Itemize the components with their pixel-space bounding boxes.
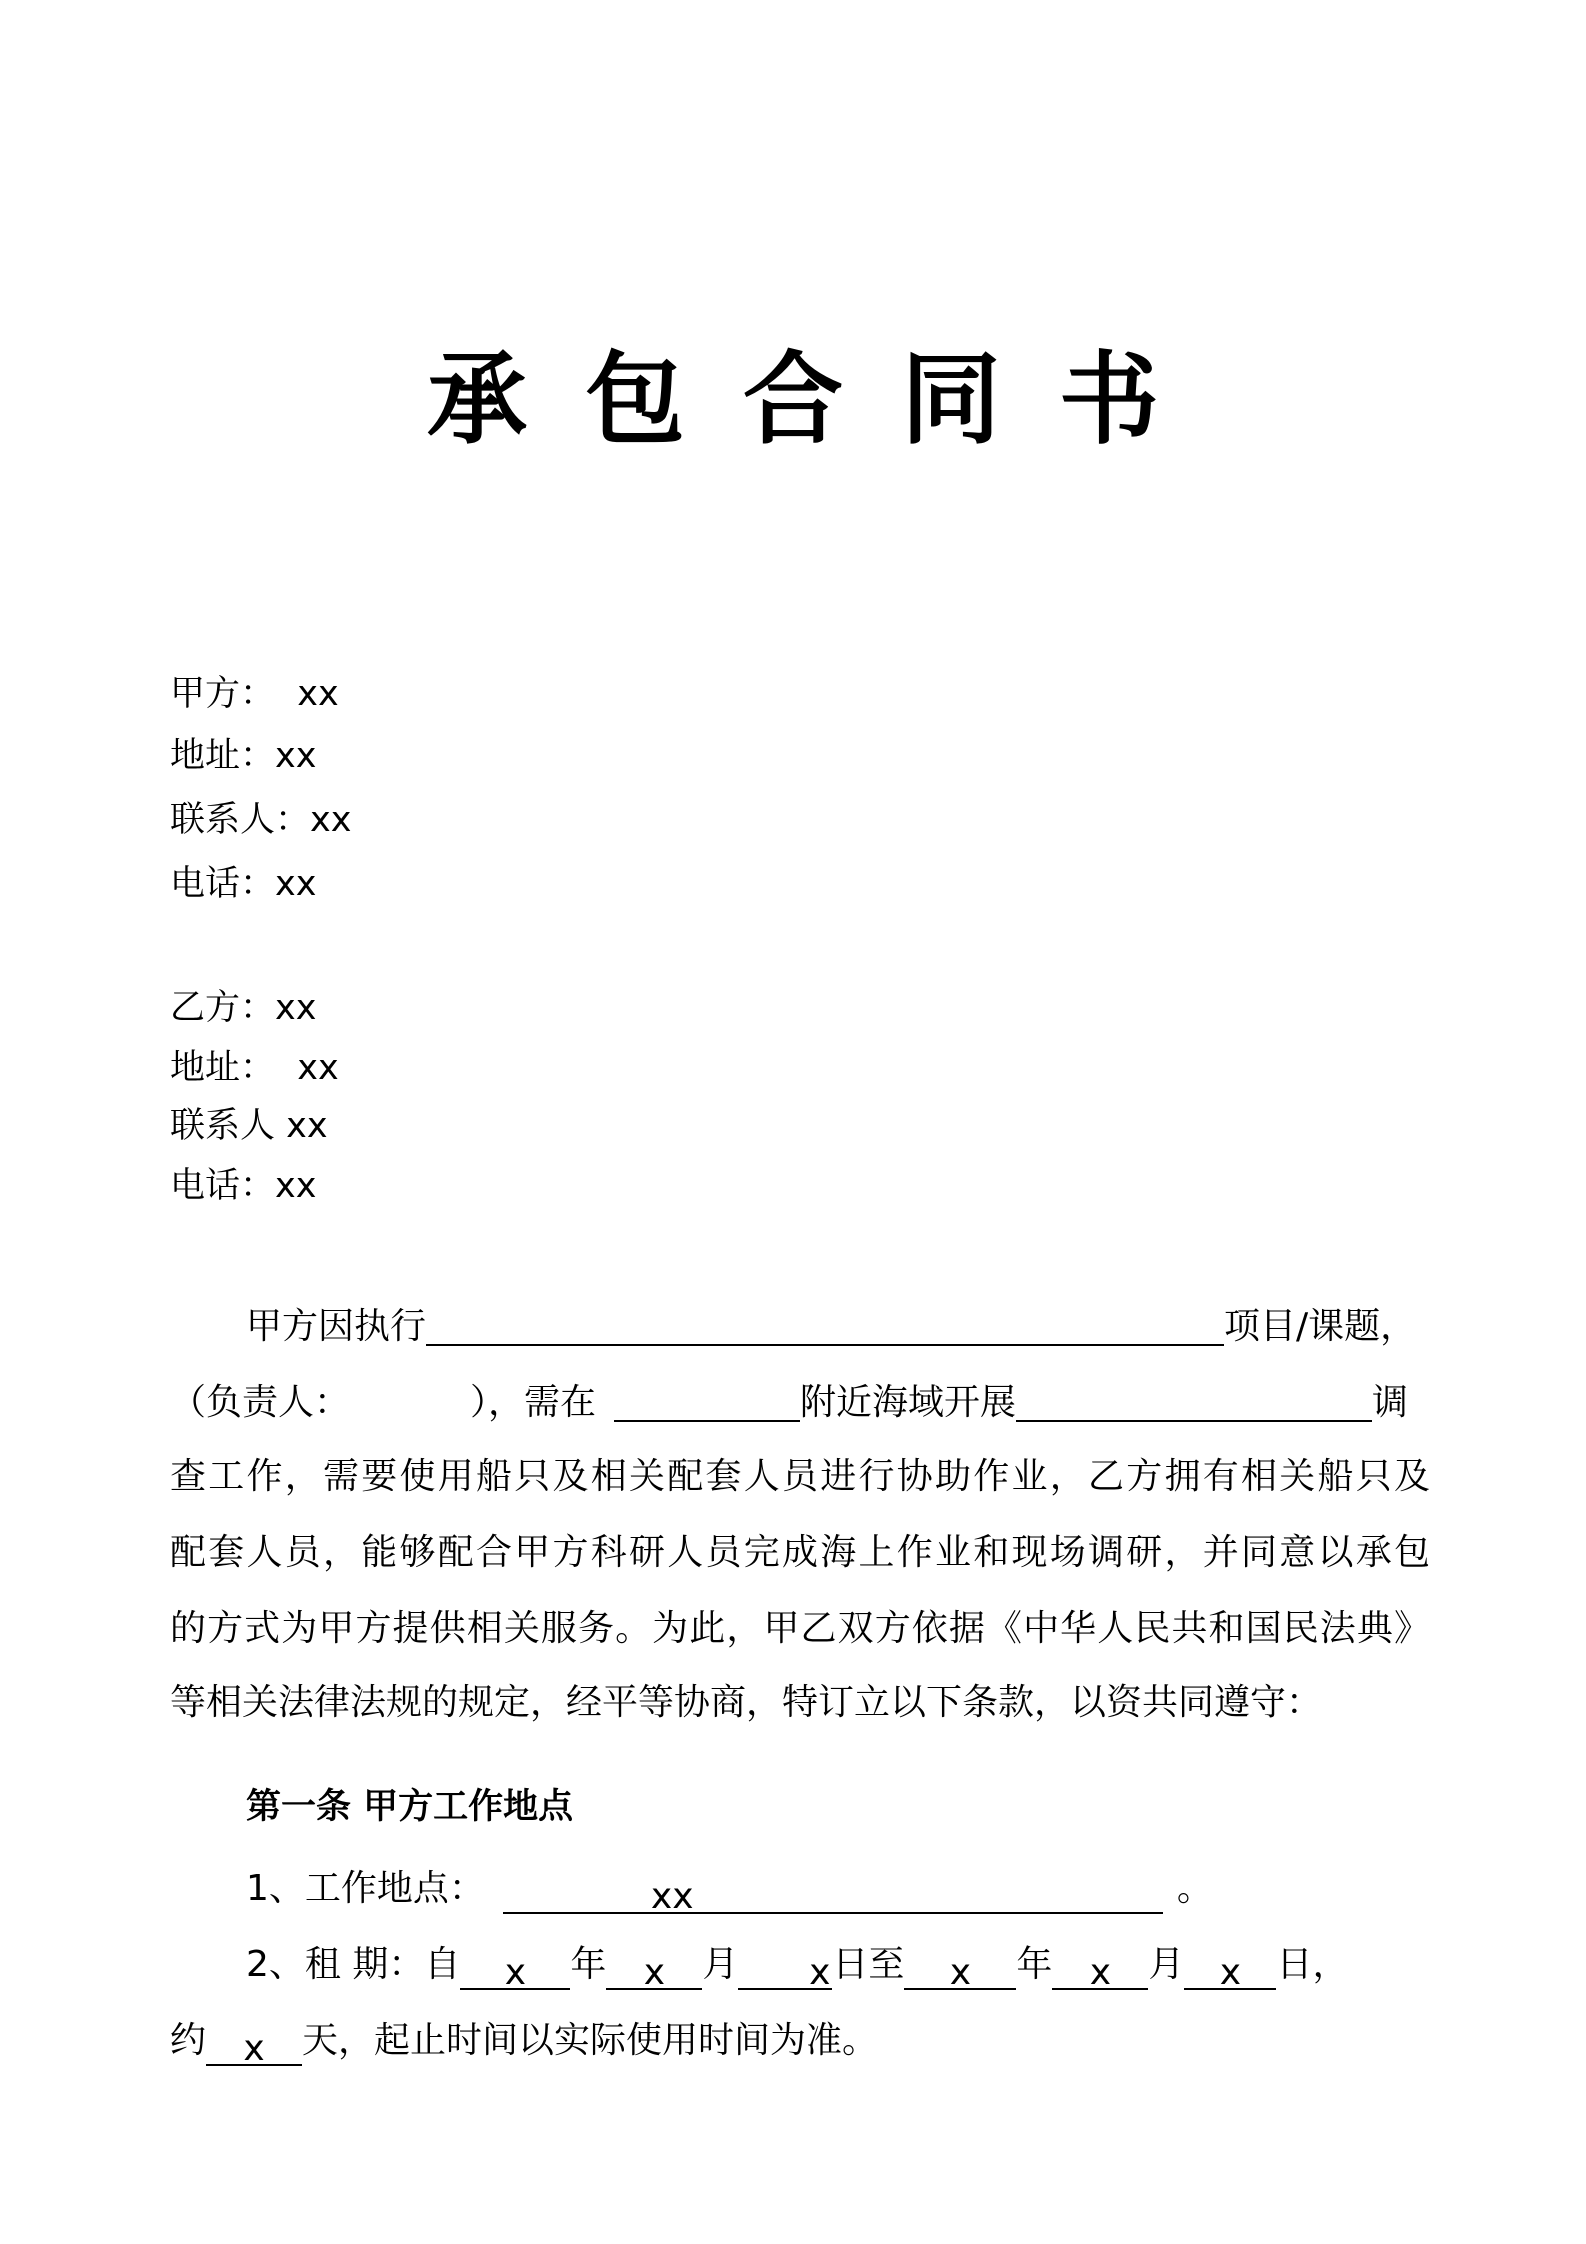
days-blank: x: [206, 2026, 302, 2066]
month-label: 月: [1148, 1944, 1185, 1985]
preamble-text: （负责人：: [170, 1382, 351, 1423]
preamble-text: 附近海域开展: [800, 1382, 1017, 1423]
start-day-blank: x: [738, 1950, 832, 1990]
work-location-line: [246, 1866, 1506, 1917]
start-month-blank: x: [606, 1950, 702, 1990]
end-day-blank: x: [1184, 1950, 1276, 1990]
month-label: 月: [702, 1944, 739, 1985]
preamble-line-6: 等相关法律法规的规定，经平等协商，特订立以下条款，以资共同遵守：: [170, 1682, 1323, 1723]
to-label: 日至: [832, 1944, 905, 1985]
preamble-text: 甲方因执行: [246, 1306, 427, 1347]
preamble-line-1: [170, 1304, 1430, 1350]
project-name-blank: [426, 1306, 1224, 1346]
party-b-address: 地址： xx: [170, 1048, 339, 1088]
party-a-address: 地址：xx: [170, 736, 317, 776]
lease-term-line: [246, 1942, 1506, 1993]
lease-term-label: 2、租 期：自: [246, 1944, 461, 1985]
preamble-line-3: 查工作，需要使用船只及相关配套人员进行协助作业，乙方拥有相关船只及: [170, 1456, 1430, 1497]
document-title: 承包合同书: [427, 341, 1217, 458]
start-year-blank: x: [460, 1950, 570, 1990]
year-label: 年: [570, 1944, 607, 1985]
work-location-end: 。: [1176, 1868, 1213, 1909]
preamble-text: 调: [1372, 1382, 1409, 1423]
party-a-phone: 电话：xx: [170, 864, 317, 904]
day-end-label: 日，: [1276, 1944, 1349, 1985]
party-b-name: 乙方：xx: [170, 988, 317, 1028]
survey-type-blank: [1016, 1382, 1372, 1422]
party-a-contact: 联系人：xx: [170, 800, 352, 840]
preamble-text: ），需在: [470, 1382, 597, 1423]
end-month-blank: x: [1052, 1950, 1148, 1990]
work-location-blank: [503, 1874, 1163, 1917]
preamble-line-5: 的方式为甲方提供相关服务。为此，甲乙双方依据《中华人民共和国民法典》: [170, 1608, 1430, 1649]
approx-label: 约: [170, 2020, 207, 2061]
preamble-line-2: [170, 1380, 1430, 1426]
work-location-label: 1、工作地点：: [246, 1868, 485, 1909]
party-a-name: 甲方： xx: [170, 674, 339, 714]
end-year-blank: x: [904, 1950, 1016, 1990]
year-label: 年: [1016, 1944, 1053, 1985]
party-b-contact: 联系人 xx: [170, 1106, 328, 1146]
party-b-phone: 电话：xx: [170, 1166, 317, 1206]
duration-text: 天，起止时间以实际使用时间为准。: [302, 2020, 879, 2061]
location-blank: [614, 1382, 800, 1422]
preamble-text: 项目/课题，: [1224, 1306, 1417, 1347]
duration-line: [170, 2018, 1430, 2069]
work-location-value: xx: [650, 1876, 694, 1917]
article-1-heading: 第一条 甲方工作地点: [246, 1787, 574, 1827]
preamble-line-4: 配套人员，能够配合甲方科研人员完成海上作业和现场调研，并同意以承包: [170, 1532, 1430, 1573]
